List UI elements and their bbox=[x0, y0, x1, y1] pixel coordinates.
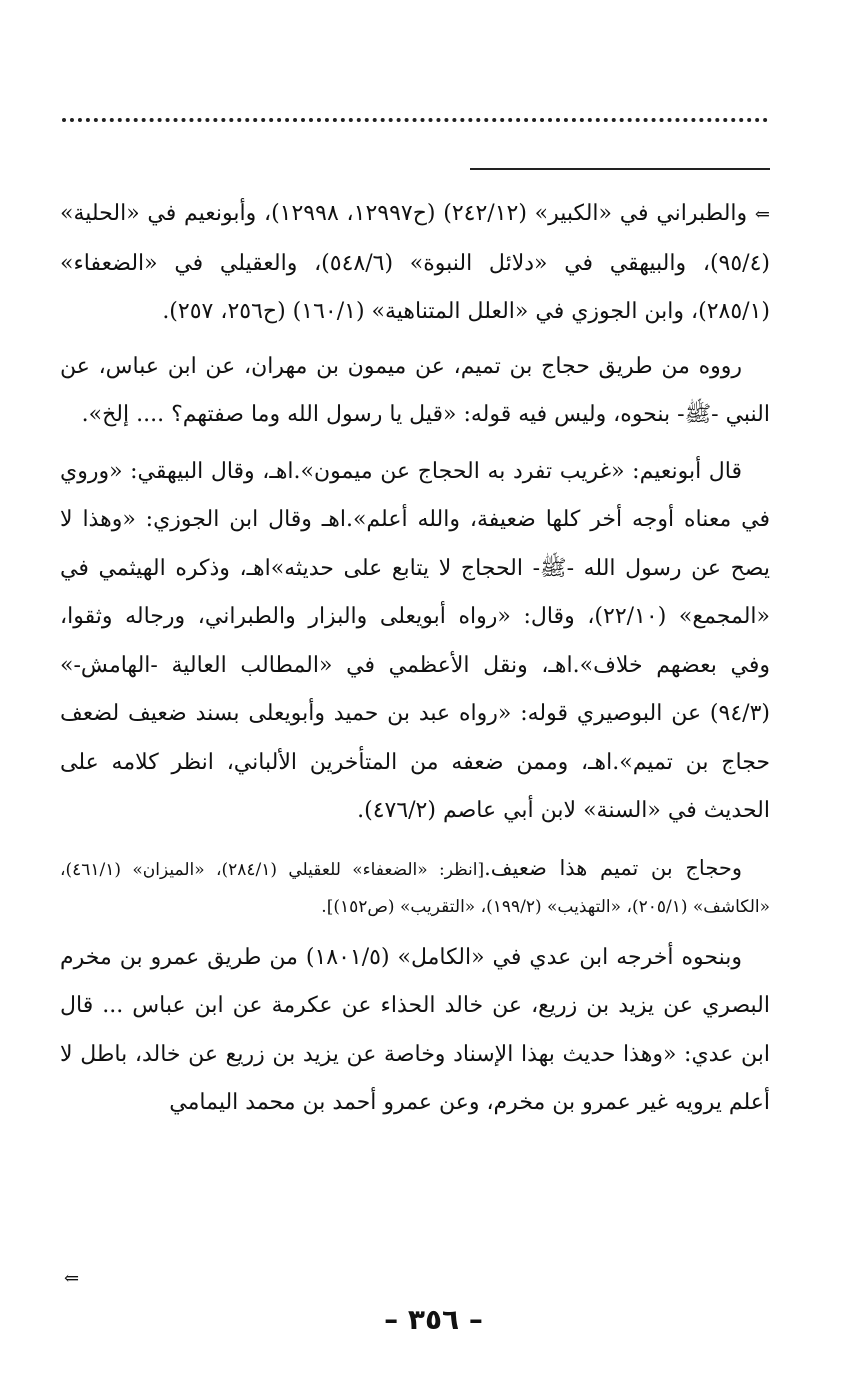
footnote-paragraph-5: وبنحوه أخرجه ابن عدي في «الكامل» (١٨٠١/٥) من طريق عمرو بن مخرم البصري عن يزيد بن زريع، عن خالد الحذاء عن عكرمة عن ابن عباس ... قال ابن عدي: «وهذا حديث بهذا الإسناد وخاصة عن يزيد بن زريع عن خالد، باطل لا أعلم يرويه غير عمرو بن مخرم، وعن عمرو أحمد بن محمد اليمامي bbox=[60, 944, 770, 1115]
footnote-paragraph-4-main: وحجاج بن تميم هذا ضعيف. bbox=[484, 855, 742, 880]
page-number: – ٣٥٦ – bbox=[384, 1303, 483, 1336]
footnote-paragraph-1 bbox=[60, 190, 770, 337]
continued-from-arrow-icon: ⇐ bbox=[754, 204, 770, 225]
footnote-paragraph-4 bbox=[60, 850, 770, 926]
continued-arrow-icon: ⇐ bbox=[64, 1268, 80, 1289]
separator-dotted-line bbox=[62, 118, 768, 122]
footnote-paragraph-4-ref: [انظر: «الضعفاء» للعقيلي (٢٨٤/١)، «الميزان» (٤٦١/١)، «الكاشف» (٢٠٥/١)، «التهذيب» (١٩٩/٢)، «التقريب» (ص١٥٢)]. bbox=[60, 859, 770, 917]
footnote-text bbox=[60, 190, 770, 1128]
footnote-paragraph-1-text: والطبراني في «الكبير» (٢٤٢/١٢) (ح١٢٩٩٧، ١٢٩٩٨)، وأبونعيم في «الحلية» (٩٥/٤)، والبيهقي في «دلائل النبوة» (٥٤٨/٦)، والعقيلي في «الضعفاء» (٢٨٥/١)، وابن الجوزي في «العلل المتناهية» (١٦٠/١) (ح٢٥٦، ٢٥٧). bbox=[60, 201, 770, 324]
footnote-rule bbox=[470, 168, 770, 170]
footnote-paragraph-3: قال أبونعيم: «غريب تفرد به الحجاج عن ميمون».اهـ، وقال البيهقي: «وروي في معناه أوجه أخر كلها ضعيفة، والله أعلم».اهـ وقال ابن الجوزي: «وهذا لا يصح عن رسول الله -ﷺ- الحجاج لا يتابع على حديثه»اهـ، وذكره الهيثمي في «المجمع» (٢٢/١٠)، وقال: «رواه أبويعلى والبزار والطبراني، ورجاله وثقوا، وفي بعضهم خلاف».اهـ، ونقل الأعظمي في «المطالب العالية -الهامش-» (٩٤/٣) عن البوصيري قوله: «رواه عبد بن حميد وأبويعلى بسند ضعيف لضعف حجاج بن تميم».اهـ، وممن ضعفه من المتأخرين الألباني، انظر كلامه على الحديث في «السنة» لابن أبي عاصم (٤٧٦/٢). bbox=[60, 458, 770, 823]
footnote-paragraph-2: رووه من طريق حجاج بن تميم، عن ميمون بن مهران، عن ابن عباس، عن النبي -ﷺ- بنحوه، وليس فيه قوله: «قيل يا رسول الله وما صفتهم؟ .... إلخ». bbox=[60, 353, 770, 427]
